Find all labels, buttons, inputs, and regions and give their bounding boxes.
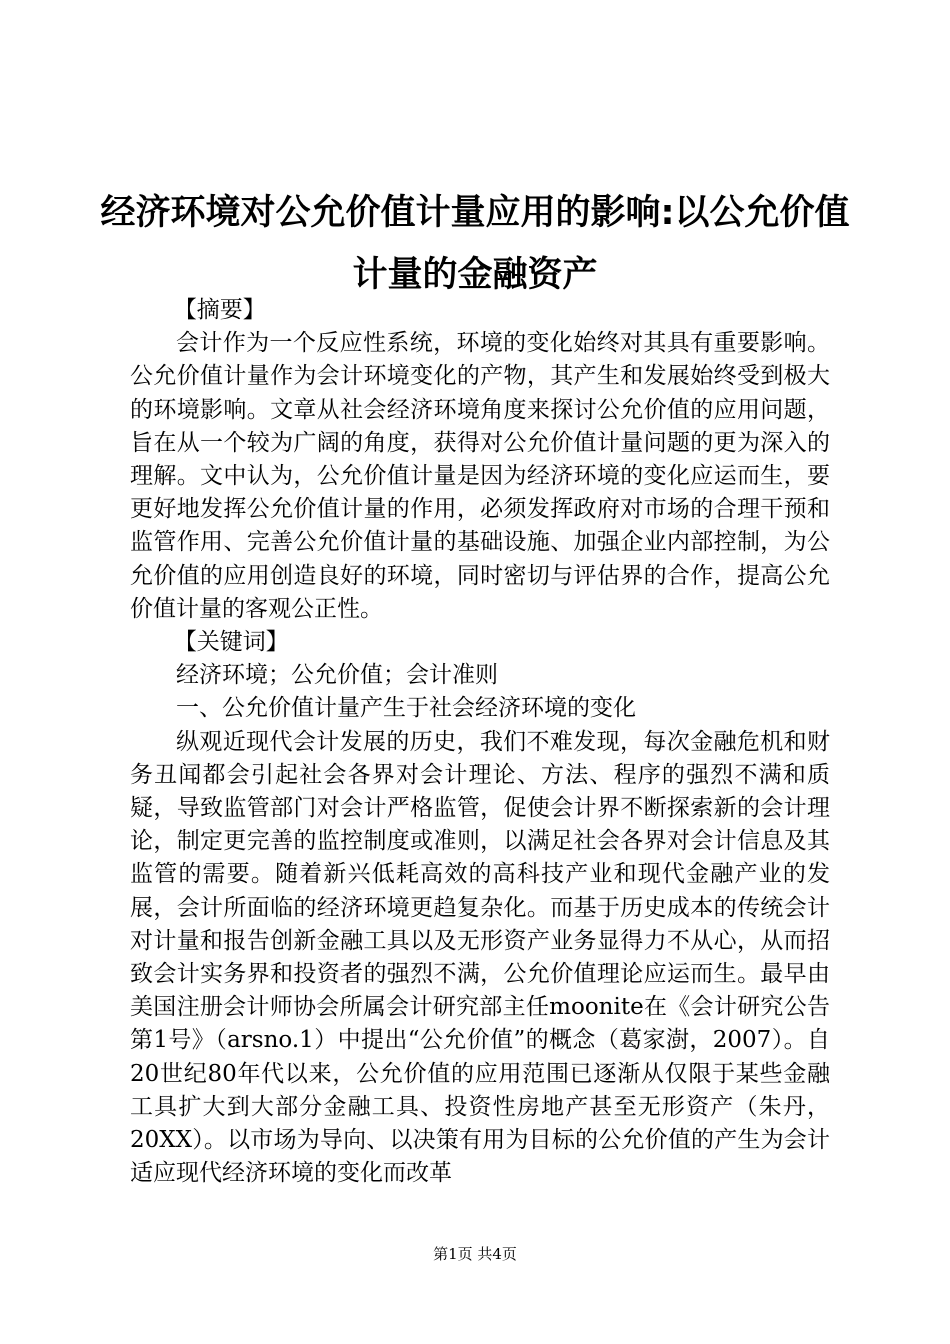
keywords-label: 【关键词】 <box>173 629 289 656</box>
document-body <box>130 294 830 1190</box>
body-paragraph: 纵观近现代会计发展的历史，我们不难发现，每次金融危机和财务丑闻都会引起社会各界对会计理论、方法、程序的强烈不满和质疑，导致监管部门对会计严格监管，促使会计界不断探索新的会计理论，制定更完善的监控制度或准则，以满足社会各界对会计信息及其监管的需要。随着新兴低耗高效的高科技产业和现代金融产业的发展，会计所面临的经济环境更趋复杂化。而基于历史成本的传统会计对计量和报告创新金融工具以及无形资产业务显得力不从心，从而招致会计实务界和投资者的强烈不满，公允价值理论应运而生。最早由美国注册会计师协会所属会计研究部主任moonite在《会计研究公告第1号》（arsno.1）中提出“公允价值”的概念（葛家澍，2007）。自20世纪80年代以来，公允价值的应用范围已逐渐从仅限于某些金融工具扩大到大部分金融工具、投资性房地产甚至无形资产（朱丹，20XX）。以市场为导向、以决策有用为目标的公允价值的产生为会计适应现代经济环境的变化而改革 <box>130 728 830 1187</box>
abstract-text: 会计作为一个反应性系统，环境的变化始终对其具有重要影响。公允价值计量作为会计环境变化的产物，其产生和发展始终受到极大的环境影响。文章从社会经济环境角度来探讨公允价值的应用问题，旨在从一个较为广阔的角度，获得对公允价值计量问题的更为深入的理解。文中认为，公允价值计量是因为经济环境的变化应运而生，要更好地发挥公允价值计量的作用，必须发挥政府对市场的合理干预和监管作用、完善公允价值计量的基础设施、加强企业内部控制，为公允价值的应用创造良好的环境，同时密切与评估界的合作，提高公允价值计量的客观公正性。 <box>130 330 830 622</box>
section-heading: 一、公允价值计量产生于社会经济环境的变化 <box>176 695 636 722</box>
keywords-text: 经济环境；公允价值；会计准则 <box>176 662 498 689</box>
document-title: 经济环境对公允价值计量应用的影响:以公允价值计量的金融资产 <box>100 193 850 295</box>
page-footer: 第1页 共4页 <box>433 1245 517 1263</box>
abstract-label: 【摘要】 <box>173 297 266 323</box>
